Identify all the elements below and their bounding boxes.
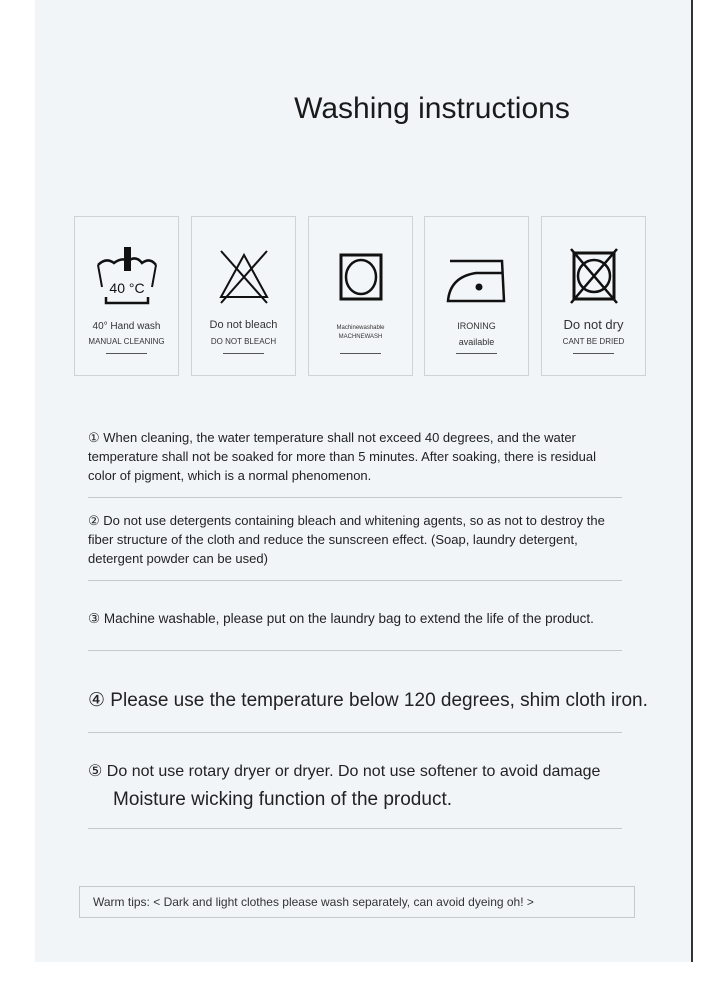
divider <box>456 353 497 354</box>
care-card-hand-wash <box>74 216 179 376</box>
divider <box>88 580 622 581</box>
divider <box>88 732 622 733</box>
instruction-5-cont: Moisture wicking function of the product. <box>113 789 453 810</box>
divider <box>106 353 147 354</box>
care-card-no-dry <box>541 216 646 376</box>
care-card-no-bleach <box>191 216 296 376</box>
instruction-2: ② Do not use detergents containing bleach and whitening agents, so as not to destroy the fiber structure of the cloth and reduce the sunscreen effect. (Soap, laundry detergent, detergent powder can be used) <box>88 513 605 566</box>
card-label: Do not bleach <box>209 319 278 331</box>
divider <box>88 497 622 498</box>
card-label: Machinewashable <box>336 325 385 331</box>
instruction-1: ① When cleaning, the water temperature shall not exceed 40 degrees, and the water temperature shall not be soaked for more than 5 minutes. After soaking, there is residual color of pigment, which is a normal phenomenon. <box>88 430 596 483</box>
divider <box>88 650 622 651</box>
instruction-5: ⑤ Do not use rotary dryer or dryer. Do not use softener to avoid damage <box>88 763 601 780</box>
care-card-ironing <box>424 216 529 376</box>
card-label: IRONING <box>457 321 496 331</box>
card-sublabel: CANT BE DRIED <box>562 337 625 346</box>
card-sublabel: available <box>458 337 495 347</box>
care-card-machine-wash <box>308 216 413 376</box>
card-sublabel: DO NOT BLEACH <box>210 337 277 346</box>
divider <box>573 353 614 354</box>
card-sublabel: MACHNEWASH <box>338 334 383 340</box>
divider <box>223 353 264 354</box>
card-label: 40° Hand wash <box>92 321 161 332</box>
do-not-dry-icon <box>563 247 625 309</box>
svg-text:40 °C: 40 °C <box>109 280 145 296</box>
instruction-4: ④ Please use the temperature below 120 degrees, shim cloth iron. <box>88 690 648 711</box>
iron-icon <box>446 247 508 309</box>
instruction-3: ③ Machine washable, please put on the laundry bag to extend the life of the product. <box>88 611 594 626</box>
card-sublabel: MANUAL CLEANING <box>88 337 165 346</box>
divider <box>340 353 381 354</box>
warm-tips-box: Warm tips: < Dark and light clothes please wash separately, can avoid dyeing oh! > <box>79 886 635 918</box>
hand-wash-icon <box>96 247 158 309</box>
card-label: Do not dry <box>563 317 624 332</box>
page-title: Washing instructions <box>294 92 570 125</box>
machine-wash-icon <box>330 247 392 309</box>
divider <box>88 828 622 829</box>
do-not-bleach-icon <box>213 247 275 309</box>
